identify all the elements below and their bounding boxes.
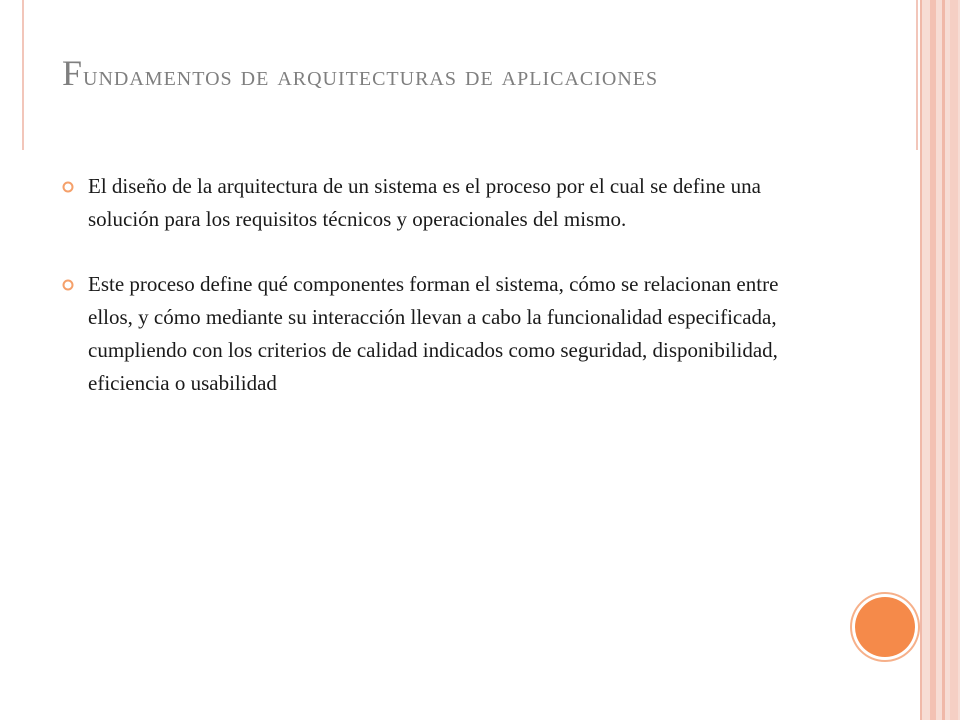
bullet-text: Este proceso define qué componentes forman el sistema, cómo se relacionan entre ellos, y cómo mediante su interacción llevan a cabo la funcionalidad especificada, cumpliendo con los criterios de calidad indicados como seguridad, disponibilidad, eficiencia o usabilidad xyxy=(88,272,779,395)
bullet-item xyxy=(62,268,822,400)
title-rest: undamentos de arquitecturas de aplicaciones xyxy=(83,61,659,92)
stripe xyxy=(950,0,958,720)
stripe xyxy=(942,0,945,720)
bullet-text: El diseño de la arquitectura de un sistema es el proceso por el cual se define una solución para los requisitos técnicos y operacionales del mismo. xyxy=(88,174,761,231)
slide-title xyxy=(62,50,822,100)
orange-circle-icon xyxy=(855,597,915,657)
title-first-letter: F xyxy=(62,53,84,93)
bullet-item xyxy=(62,170,822,236)
stripe xyxy=(930,0,936,720)
open-circle-bullet-icon xyxy=(62,181,74,193)
slide-content xyxy=(62,170,822,432)
stripe xyxy=(920,0,922,720)
decorative-stripes xyxy=(920,0,960,720)
open-circle-bullet-icon xyxy=(62,279,74,291)
